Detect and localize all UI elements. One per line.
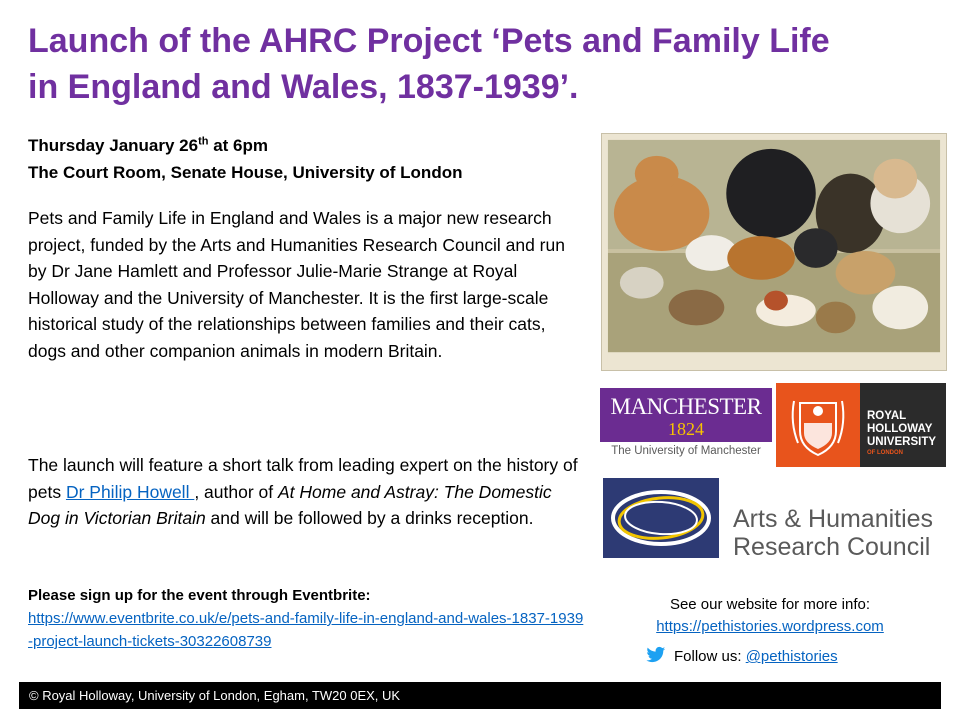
ahrc-emblem-icon: [603, 478, 719, 558]
footer-bar: [19, 682, 941, 709]
launch-description: The launch will feature a short talk from leading expert on the history of pets Dr Philip Howell , author of At Home and Astray: The Domestic Dog in Victorian Britain and will be followed by a drinks reception.: [28, 455, 578, 528]
book-title: At Home and Astray: The Domestic Dog in Victorian Britain: [28, 481, 552, 528]
footer-copyright: © Royal Holloway, University of London, Egham, TW20 0EX, UK: [29, 688, 401, 703]
event-date: Thursday January 26th at 6pm: [28, 135, 268, 155]
twitter-bird-icon: [646, 646, 666, 664]
page-title: [28, 18, 928, 110]
title-line-1: Launch of the AHRC Project ‘Pets and Family Life: [28, 22, 830, 60]
manchester-subtitle: The University of Manchester: [611, 445, 761, 457]
website-label: See our website for more info:: [669, 596, 871, 613]
signup-lead: Please sign up for the event through Eventbrite:: [28, 587, 371, 604]
speaker-link[interactable]: Dr Philip Howell: [65, 481, 195, 502]
manchester-logo: [600, 388, 772, 464]
royal-holloway-wordmark: ROYAL HOLLOWAY UNIVERSITY OF LONDON: [867, 410, 937, 456]
website-info: [610, 594, 930, 638]
ahrc-logo: [603, 478, 943, 561]
manchester-wordmark: MANCHESTER: [610, 394, 762, 419]
ahrc-wordmark: Arts & Humanities Research Council: [733, 505, 934, 561]
dogs-illustration: [601, 133, 947, 371]
social-follow: [646, 646, 838, 668]
signup-section: [28, 584, 588, 653]
project-description: Pets and Family Life in England and Wales is a major new research project, funded by the Arts and Humanities Research Council and run by Dr Jane Hamlett and Professor Julie-Marie Strange at Royal Holloway and the University of Manchester. It is the first large-scale historical study of the relationships between families and their cats, dogs and other companion animals in modern Britain.: [28, 208, 565, 361]
website-link[interactable]: https://pethistories.wordpress.com: [656, 618, 884, 635]
manchester-year: 1824: [668, 419, 704, 439]
follow-label: Follow us:: [674, 648, 746, 665]
twitter-handle-link[interactable]: @pethistories: [745, 648, 838, 665]
eventbrite-link[interactable]: https://www.eventbrite.co.uk/e/pets-and-family-life-in-england-and-wales-1837-1939-project-launch-tickets-30322608739: [28, 610, 584, 650]
crest-icon: [776, 383, 860, 467]
royal-holloway-logo: [776, 383, 946, 467]
event-venue: The Court Room, Senate House, University of London: [28, 163, 463, 182]
title-line-2: in England and Wales, 1837-1939’.: [28, 68, 579, 106]
event-details: [28, 132, 588, 186]
